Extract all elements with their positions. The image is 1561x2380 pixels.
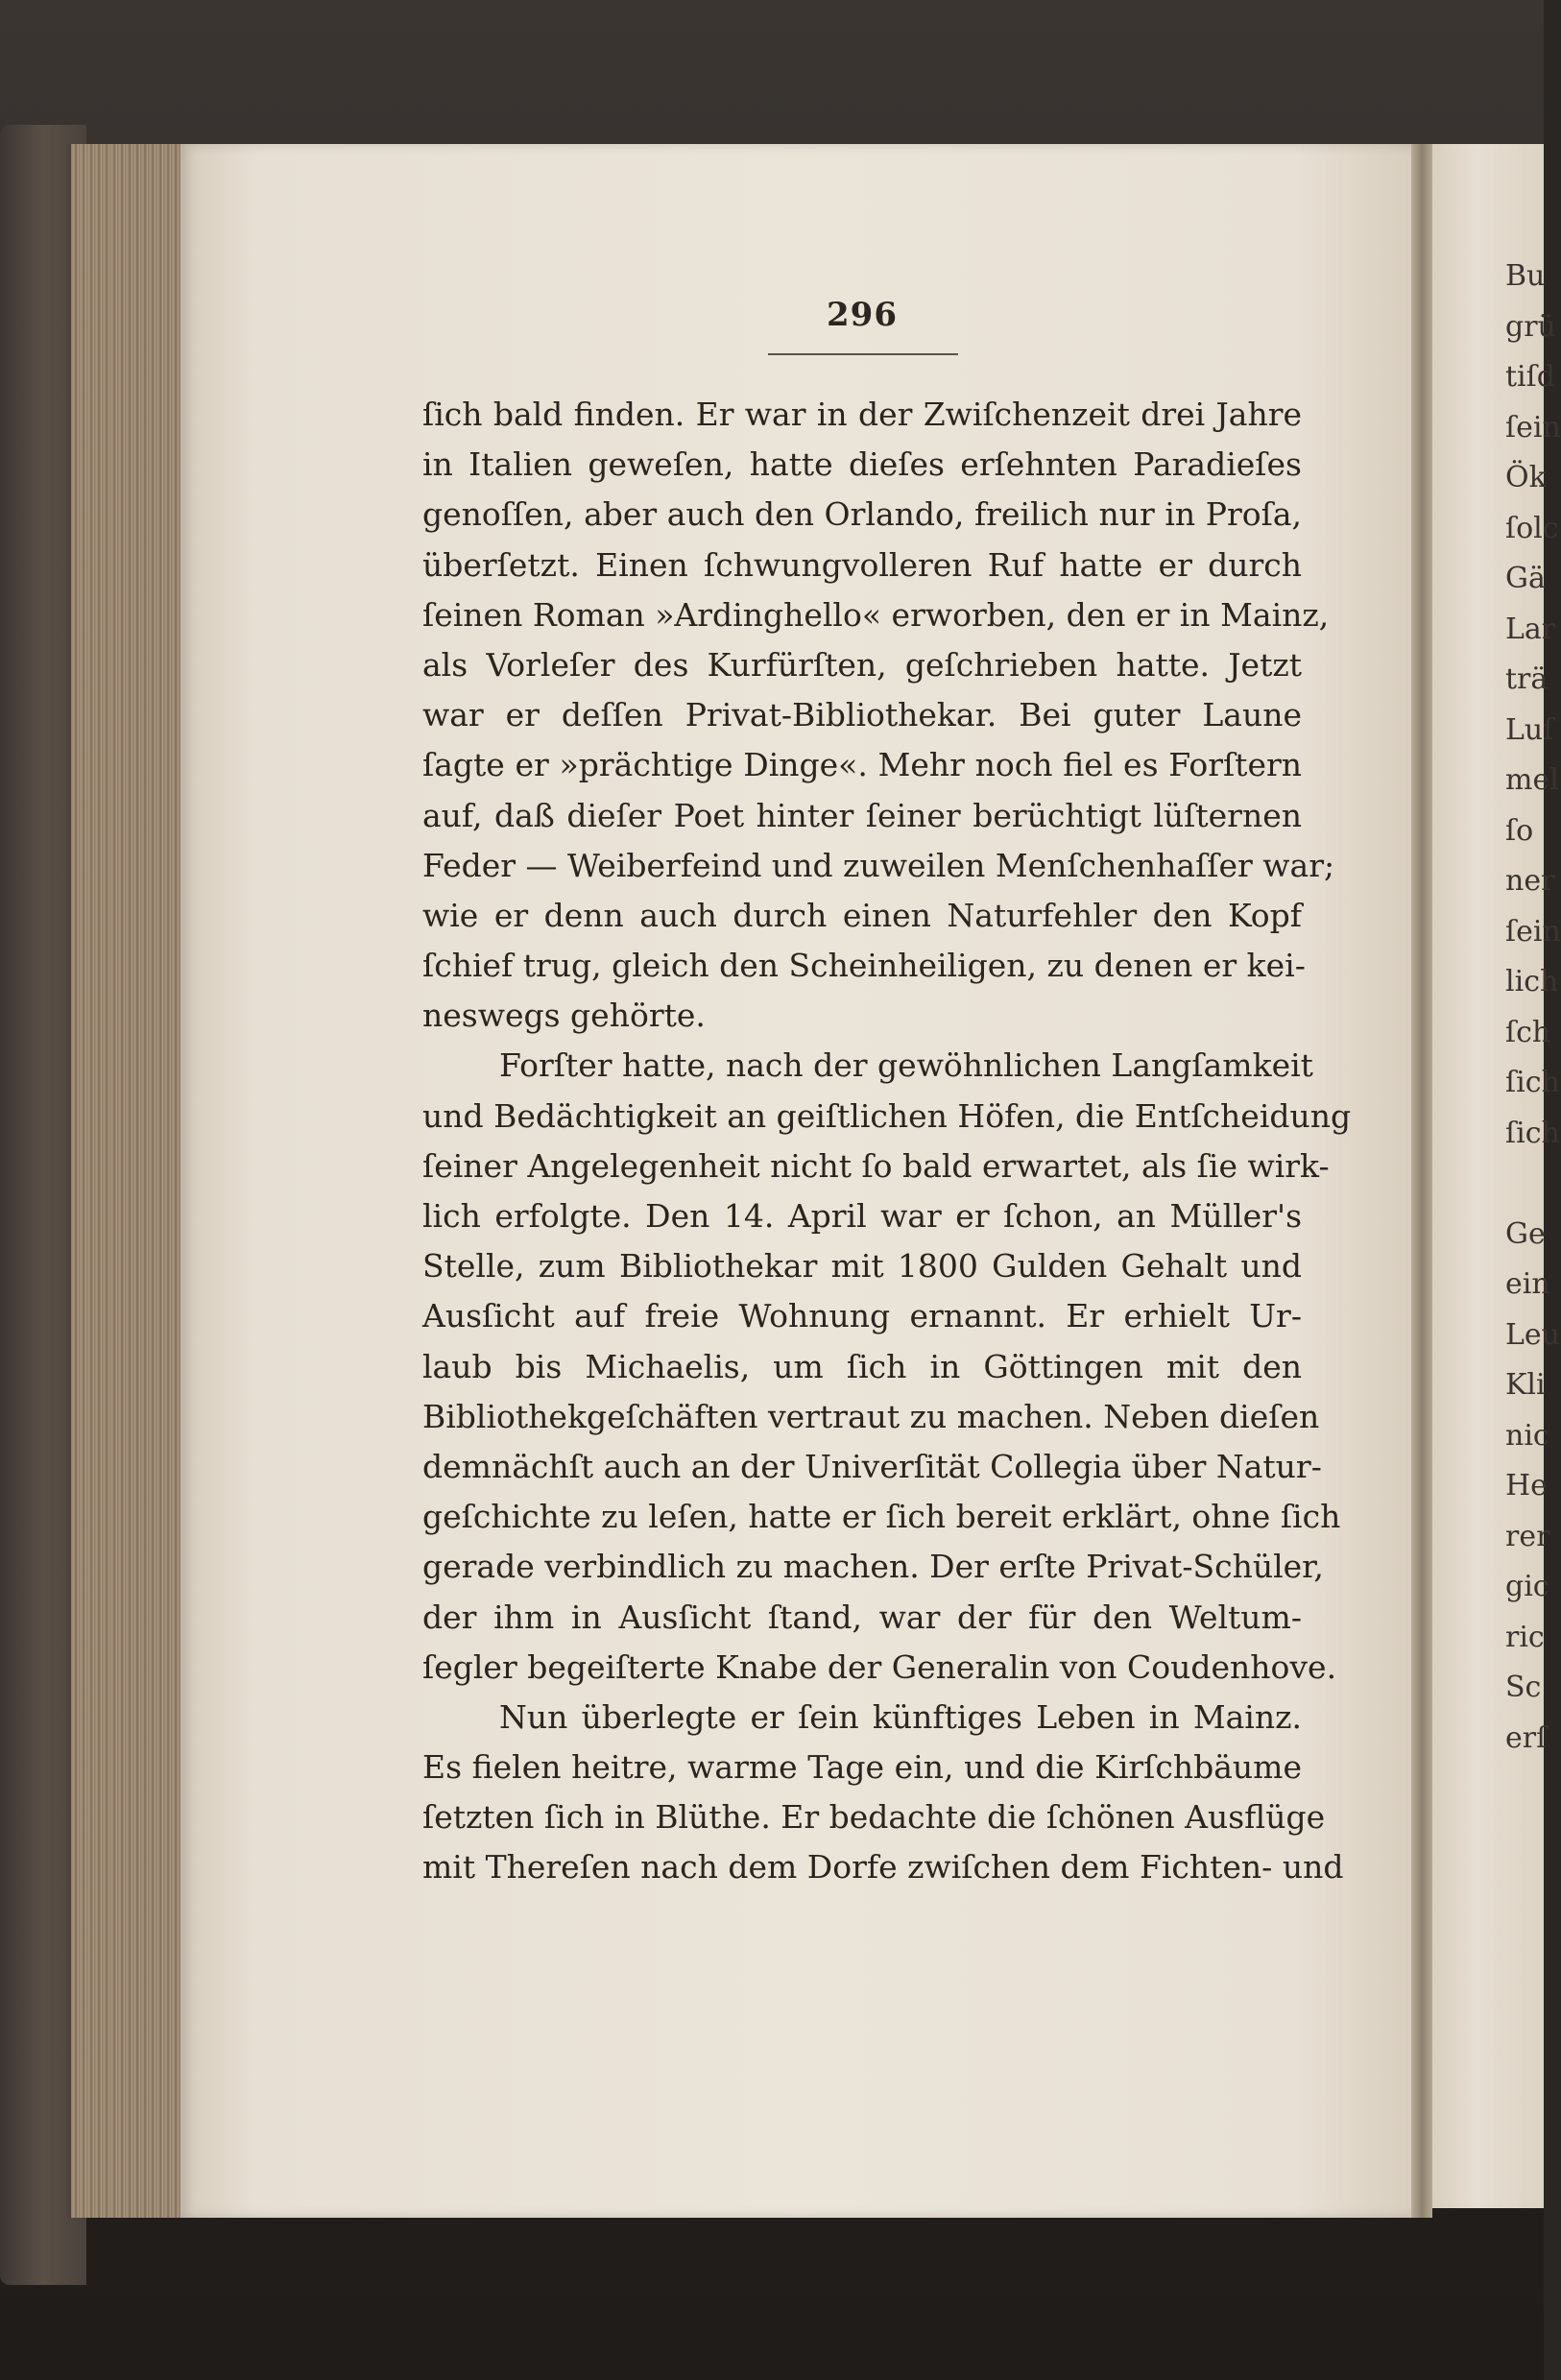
next-page-fragment: Kli [1505, 1368, 1546, 1402]
next-page-fragment: nic [1505, 1418, 1549, 1453]
text-line: gerade verbindlich zu machen. Der erſte Privat-Schüler, [422, 1548, 1324, 1586]
page-number: 296 [827, 296, 898, 334]
text-line: Stelle, zum Bibliothekar mit 1800 Gulden Gehalt und [422, 1247, 1302, 1286]
next-page-fragment: ner [1505, 864, 1555, 898]
next-page-fragment: mel [1505, 763, 1559, 797]
text-line: Bibliothekgeſchäften vertraut zu machen. Neben dieſen [422, 1397, 1320, 1435]
next-page-fragment: ſich [1505, 1066, 1560, 1099]
text-line: war er deſſen Privat-Bibliothekar. Bei guter Laune [422, 696, 1302, 734]
next-page-fragment: ſein [1505, 914, 1561, 949]
text-line: Es fielen heitre, warme Tage ein, und die Kirſchbäume [422, 1748, 1302, 1787]
text-line: Forſter hatte, nach der gewöhnlichen Langſamkeit [499, 1046, 1313, 1085]
next-page-fragment: Lar [1505, 612, 1556, 646]
text-line: der ihm in Ausſicht ſtand, war der für den Weltum- [422, 1598, 1302, 1636]
next-page-fragment: ſein [1505, 410, 1561, 445]
text-line: ſegler begeiſterte Knabe der Generalin von Coudenhove. [422, 1647, 1337, 1686]
text-line: genoſſen, aber auch den Orlando, freilich nur in Proſa, [422, 495, 1302, 534]
text-line: ſchief trug, gleich den Scheinheiligen, zu denen er kei- [422, 947, 1306, 985]
text-line: demnächſt auch an der Univerſität Collegia über Natur- [422, 1447, 1322, 1485]
header-rule [768, 353, 958, 355]
text-line: ſeiner Angelegenheit nicht ſo bald erwartet, als ſie wirk- [422, 1146, 1330, 1185]
next-page-fragment: trä [1505, 662, 1549, 696]
body-text [422, 390, 1352, 1893]
next-page-fragment: ſo [1505, 813, 1534, 848]
text-line: lich erfolgte. Den 14. April war er ſchon, an Müller's [422, 1197, 1302, 1235]
text-line: ſetzten ſich in Blüthe. Er bedachte die ſchönen Ausflüge [422, 1798, 1326, 1837]
next-page-fragment: gic [1505, 1570, 1549, 1603]
text-line: laub bis Michaelis, um ſich in Göttingen mit den [422, 1347, 1302, 1385]
next-page-fragment: Bu [1505, 259, 1546, 293]
next-page-fragment: ſich [1505, 1116, 1560, 1150]
text-line: und Bedächtigkeit an geiſtlichen Höfen, die Entſcheidung [422, 1096, 1352, 1135]
next-page-fragment: ein [1505, 1267, 1550, 1301]
text-line: ſeinen Roman »Ardinghello« erworben, den er in Mainz, [422, 595, 1330, 634]
next-page-fragment: tiſd [1505, 360, 1555, 394]
text-line: Nun überlegte er ſein künftiges Leben in Mainz. [499, 1697, 1302, 1736]
text-line: als Vorleſer des Kurfürſten, geſchrieben hatte. Jetzt [422, 645, 1302, 684]
text-line: ſich bald finden. Er war in der Zwiſchenzeit drei Jahre [422, 396, 1302, 433]
next-page-fragment: Ök [1505, 461, 1547, 494]
text-line: überſetzt. Einen ſchwungvolleren Ruf hatte er durch [422, 545, 1302, 584]
text-line: Ausſicht auf freie Wohnung ernannt. Er erhielt Ur- [422, 1297, 1302, 1335]
next-page-fragment: Luſ [1505, 712, 1554, 747]
book-page-edges [67, 144, 186, 2218]
next-page-fragment: lich [1505, 965, 1559, 998]
text-line: geſchichte zu leſen, hatte er ſich bereit erklärt, ohne ſich [422, 1498, 1341, 1536]
text-line: Feder — Weiberfeind und zuweilen Menſchenhaſſer war; [422, 846, 1335, 884]
next-page-fragment: He [1505, 1469, 1548, 1503]
next-page-fragment: ſolc [1505, 511, 1559, 545]
next-page-fragment: rer [1505, 1519, 1550, 1553]
next-page-fragment: erſ [1505, 1720, 1548, 1755]
next-page-fragment: Leu [1505, 1317, 1560, 1352]
text-line: mit Thereſen nach dem Dorfe zwiſchen dem Fichten- und [422, 1848, 1344, 1887]
next-page-fragment: Gä [1505, 562, 1546, 595]
text-line: in Italien geweſen, hatte dieſes erſehnten Paradieſes [422, 445, 1302, 484]
text-line: wie er denn auch durch einen Naturfehler den Kopf [422, 896, 1302, 934]
text-line: neswegs gehörte. [422, 997, 706, 1035]
next-page-fragment: grü [1505, 309, 1556, 344]
next-page-fragment: Sc [1505, 1671, 1542, 1704]
text-line: ſagte er »prächtige Dinge«. Mehr noch fiel es Forſtern [422, 746, 1302, 784]
next-page-fragment: ſch [1505, 1015, 1551, 1049]
next-page-fragment: ric [1505, 1620, 1545, 1654]
text-line: auf, daß dieſer Poet hinter ſeiner berüchtigt lüſternen [422, 796, 1302, 834]
book-gutter [1411, 144, 1432, 2218]
next-page-fragment: Ge [1505, 1216, 1546, 1251]
book-page-right-partial [1432, 144, 1561, 2208]
